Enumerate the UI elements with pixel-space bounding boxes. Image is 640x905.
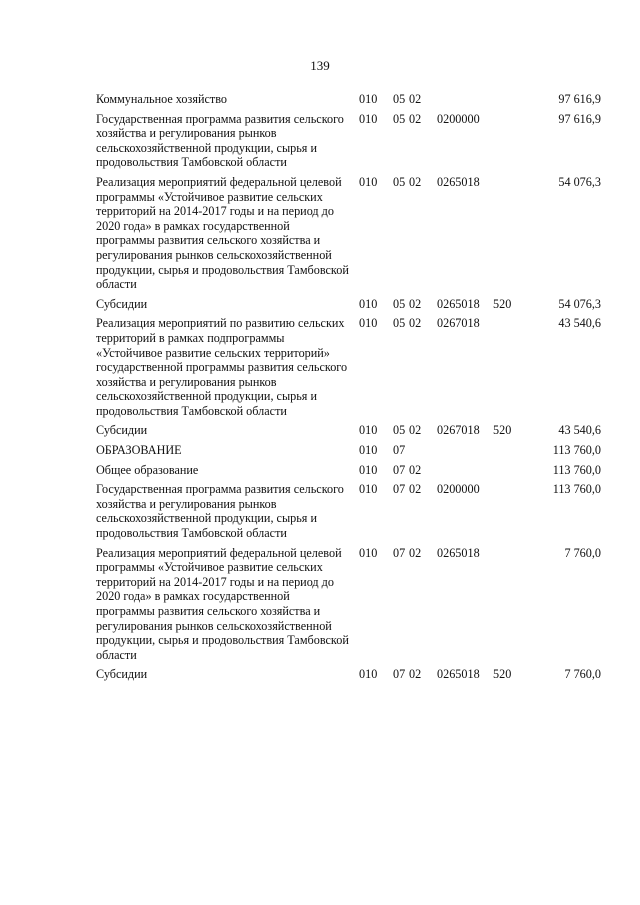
- sum-value: 113 760,0: [552, 462, 601, 477]
- row-name: ОБРАЗОВАНИЕ: [96, 443, 182, 458]
- sum-value: 97 616,9: [558, 111, 601, 126]
- ministry-code: 010: [359, 545, 378, 560]
- subsection-code: 02: [409, 296, 422, 311]
- sum-value: 54 076,3: [558, 174, 601, 189]
- table-row: [96, 316, 611, 418]
- ministry-code: 010: [359, 667, 378, 682]
- table-row: [96, 463, 611, 478]
- ministry-code: 010: [359, 92, 378, 106]
- section-code: 05: [393, 92, 406, 106]
- table-row: [96, 482, 611, 540]
- expense-type-code: 520: [493, 296, 512, 311]
- row-name: Субсидии: [96, 296, 148, 311]
- section-code: 05: [393, 174, 406, 189]
- table-row: [96, 297, 611, 312]
- row-name: Субсидии: [96, 667, 148, 682]
- target-code: 0200000: [437, 111, 480, 126]
- ministry-code: 010: [359, 111, 378, 126]
- target-code: 0267018: [437, 316, 480, 331]
- target-code: 0265018: [437, 296, 480, 311]
- table-row: [96, 112, 611, 170]
- target-code: 0265018: [437, 174, 480, 189]
- section-code: 07: [393, 462, 406, 477]
- subsection-code: 02: [409, 316, 422, 331]
- expense-type-code: 520: [493, 423, 512, 438]
- section-code: 07: [393, 482, 406, 497]
- row-name: Реализация мероприятий по развитию сельских территорий в рамках подпрограммы «Устойчивое развитие сельских территорий» государственной программы развития сельского хозяйства и регулирования рынков сельскохозяйственной продукции, сырья и продовольствия Тамбовской области: [96, 316, 348, 418]
- section-code: 07: [393, 545, 406, 560]
- budget-table: [96, 92, 611, 687]
- row-name: Реализация мероприятий федеральной целевой программы «Устойчивое развитие сельских территорий на 2014-2017 годы и на период до 2020 года» в рамках государственной программы развития сельского хозяйства и регулирования рынков сельскохозяйственной продукции, сырья и продовольствия Тамбовской области: [96, 545, 349, 662]
- ministry-code: 010: [359, 296, 378, 311]
- sum-value: 113 760,0: [552, 482, 601, 497]
- section-code: 05: [393, 296, 406, 311]
- subsection-code: 02: [409, 174, 422, 189]
- sum-value: 43 540,6: [558, 316, 601, 331]
- page-number: 139: [310, 58, 330, 73]
- ministry-code: 010: [359, 482, 378, 497]
- row-name: Государственная программа развития сельского хозяйства и регулирования рынков сельскохозяйственной продукции, сырья и продовольствия Тамбовской области: [96, 111, 344, 170]
- target-code: 0265018: [437, 667, 480, 682]
- subsection-code: 02: [409, 545, 422, 560]
- table-row: [96, 667, 611, 682]
- subsection-code: 02: [409, 111, 422, 126]
- ministry-code: 010: [359, 423, 378, 438]
- section-code: 05: [393, 111, 406, 126]
- section-code: 07: [393, 667, 406, 682]
- ministry-code: 010: [359, 443, 378, 458]
- ministry-code: 010: [359, 316, 378, 331]
- sum-value: 7 760,0: [564, 545, 601, 560]
- table-row: [96, 175, 611, 292]
- row-name: Реализация мероприятий федеральной целевой программы «Устойчивое развитие сельских территорий на 2014-2017 годы и на период до 2020 года» в рамках государственной программы развития сельского хозяйства и регулирования рынков сельскохозяйственной продукции, сырья и продовольствия Тамбовской области: [96, 174, 349, 292]
- table-row: [96, 423, 611, 438]
- expense-type-code: 520: [493, 667, 512, 682]
- row-name: Государственная программа развития сельского хозяйства и регулирования рынков сельскохозяйственной продукции, сырья и продовольствия Тамбовской области: [96, 482, 344, 541]
- sum-value: 54 076,3: [558, 296, 601, 311]
- table-row: [96, 546, 611, 663]
- target-code: 0200000: [437, 482, 480, 497]
- sum-value: 97 616,9: [558, 92, 601, 106]
- row-name: Субсидии: [96, 423, 148, 438]
- sum-value: 113 760,0: [552, 443, 601, 458]
- ministry-code: 010: [359, 174, 378, 189]
- table-row: [96, 443, 611, 458]
- ministry-code: 010: [359, 462, 378, 477]
- table-row: [96, 92, 611, 107]
- sum-value: 7 760,0: [564, 667, 601, 682]
- row-name: Коммунальное хозяйство: [96, 92, 227, 106]
- target-code: 0267018: [437, 423, 480, 438]
- subsection-code: 02: [409, 482, 422, 497]
- subsection-code: 02: [409, 462, 422, 477]
- target-code: 0265018: [437, 545, 480, 560]
- section-code: 05: [393, 316, 406, 331]
- subsection-code: 02: [409, 92, 422, 106]
- section-code: 07: [393, 443, 406, 458]
- subsection-code: 02: [409, 667, 422, 682]
- row-name: Общее образование: [96, 462, 199, 477]
- section-code: 05: [393, 423, 406, 438]
- sum-value: 43 540,6: [558, 423, 601, 438]
- subsection-code: 02: [409, 423, 422, 438]
